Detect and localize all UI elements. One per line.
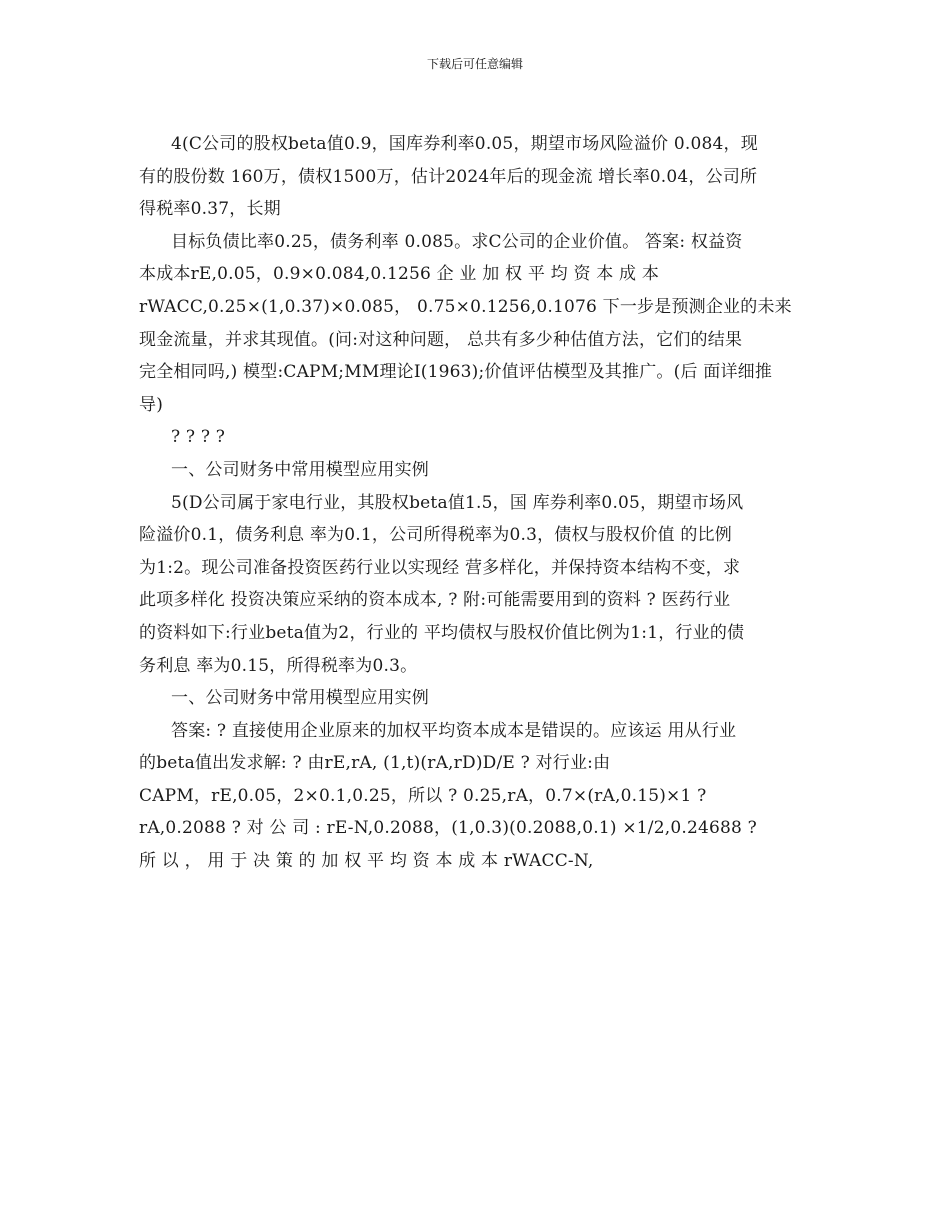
text-line: 有的股份数 160万，债权1500万，估计2024年后的现金流 增长率0.04，公司所 [139, 166, 758, 187]
text-line: 目标负债比率0.25，债务利率 0.085。求C公司的企业价值。 答案: 权益资 [171, 231, 743, 252]
page-header: 下载后可任意编辑 [426, 57, 523, 71]
section-heading: 一、公司财务中常用模型应用实例 [171, 688, 429, 709]
text-line: 本成本rE,0.05，0.9×0.084,0.1256 企 业 加 权 平 均 资 本 成 本 [139, 264, 660, 285]
text-line: 现金流量，并求其现值。(问:对这种问题， 总共有多少种估值方法，它们的结果 [139, 329, 743, 350]
text-line: 所 以 ， 用 于 决 策 的 加 权 平 均 资 本 成 本 rWACC-N, [139, 851, 594, 872]
document-body [139, 128, 811, 878]
text-line: 答案: ? 直接使用企业原来的加权平均资本成本是错误的。应该运 用从行业 [171, 720, 737, 741]
text-line: 为1:2。现公司准备投资医药行业以实现经 营多样化，并保持资本结构不变，求 [139, 557, 741, 578]
text-line: rA,0.2088 ? 对 公 司 : rE-N,0.2088，(1,0.3)(0.2088,0.1) ×1/2,0.24688 ? [139, 818, 757, 839]
section-heading: 一、公司财务中常用模型应用实例 [171, 459, 429, 480]
text-line: 完全相同吗,) 模型:CAPM;MM理论I(1963);价值评估模型及其推广。(后 面详细推 [139, 362, 773, 383]
text-line: 导) [139, 394, 164, 415]
text-line: 险溢价0.1，债务利息 率为0.1，公司所得税率为0.3，债权与股权价值 的比例 [139, 525, 732, 546]
text-line: ? ? ? ? [171, 427, 226, 448]
text-line: 的资料如下:行业beta值为2，行业的 平均债权与股权价值比例为1:1，行业的债 [139, 622, 745, 643]
text-line: 此项多样化 投资决策应采纳的资本成本, ? 附:可能需要用到的资料 ? 医药行业 [139, 590, 731, 611]
text-line: 的beta值出发求解: ? 由rE,rA, (1,t)(rA,rD)D/E ? 对行业:由 [139, 753, 611, 774]
text-line: 4(C公司的股权beta值0.9，国库券利率0.05，期望市场风险溢价 0.084，现 [171, 134, 758, 154]
text-line: 5(D公司属于家电行业，其股权beta值1.5，国 库券利率0.05，期望市场风 [171, 492, 744, 513]
text-line: rWACC,0.25×(1,0.37)×0.085， 0.75×0.1256,0.1076 下一步是预测企业的未来 [139, 296, 792, 317]
text-line: 务利息 率为0.15，所得税率为0.3。 [139, 655, 418, 676]
text-line: 得税率0.37，长期 [139, 199, 281, 220]
text-line: CAPM，rE,0.05，2×0.1,0.25，所以 ? 0.25,rA，0.7×(rA,0.15)×1 ? [139, 785, 707, 806]
